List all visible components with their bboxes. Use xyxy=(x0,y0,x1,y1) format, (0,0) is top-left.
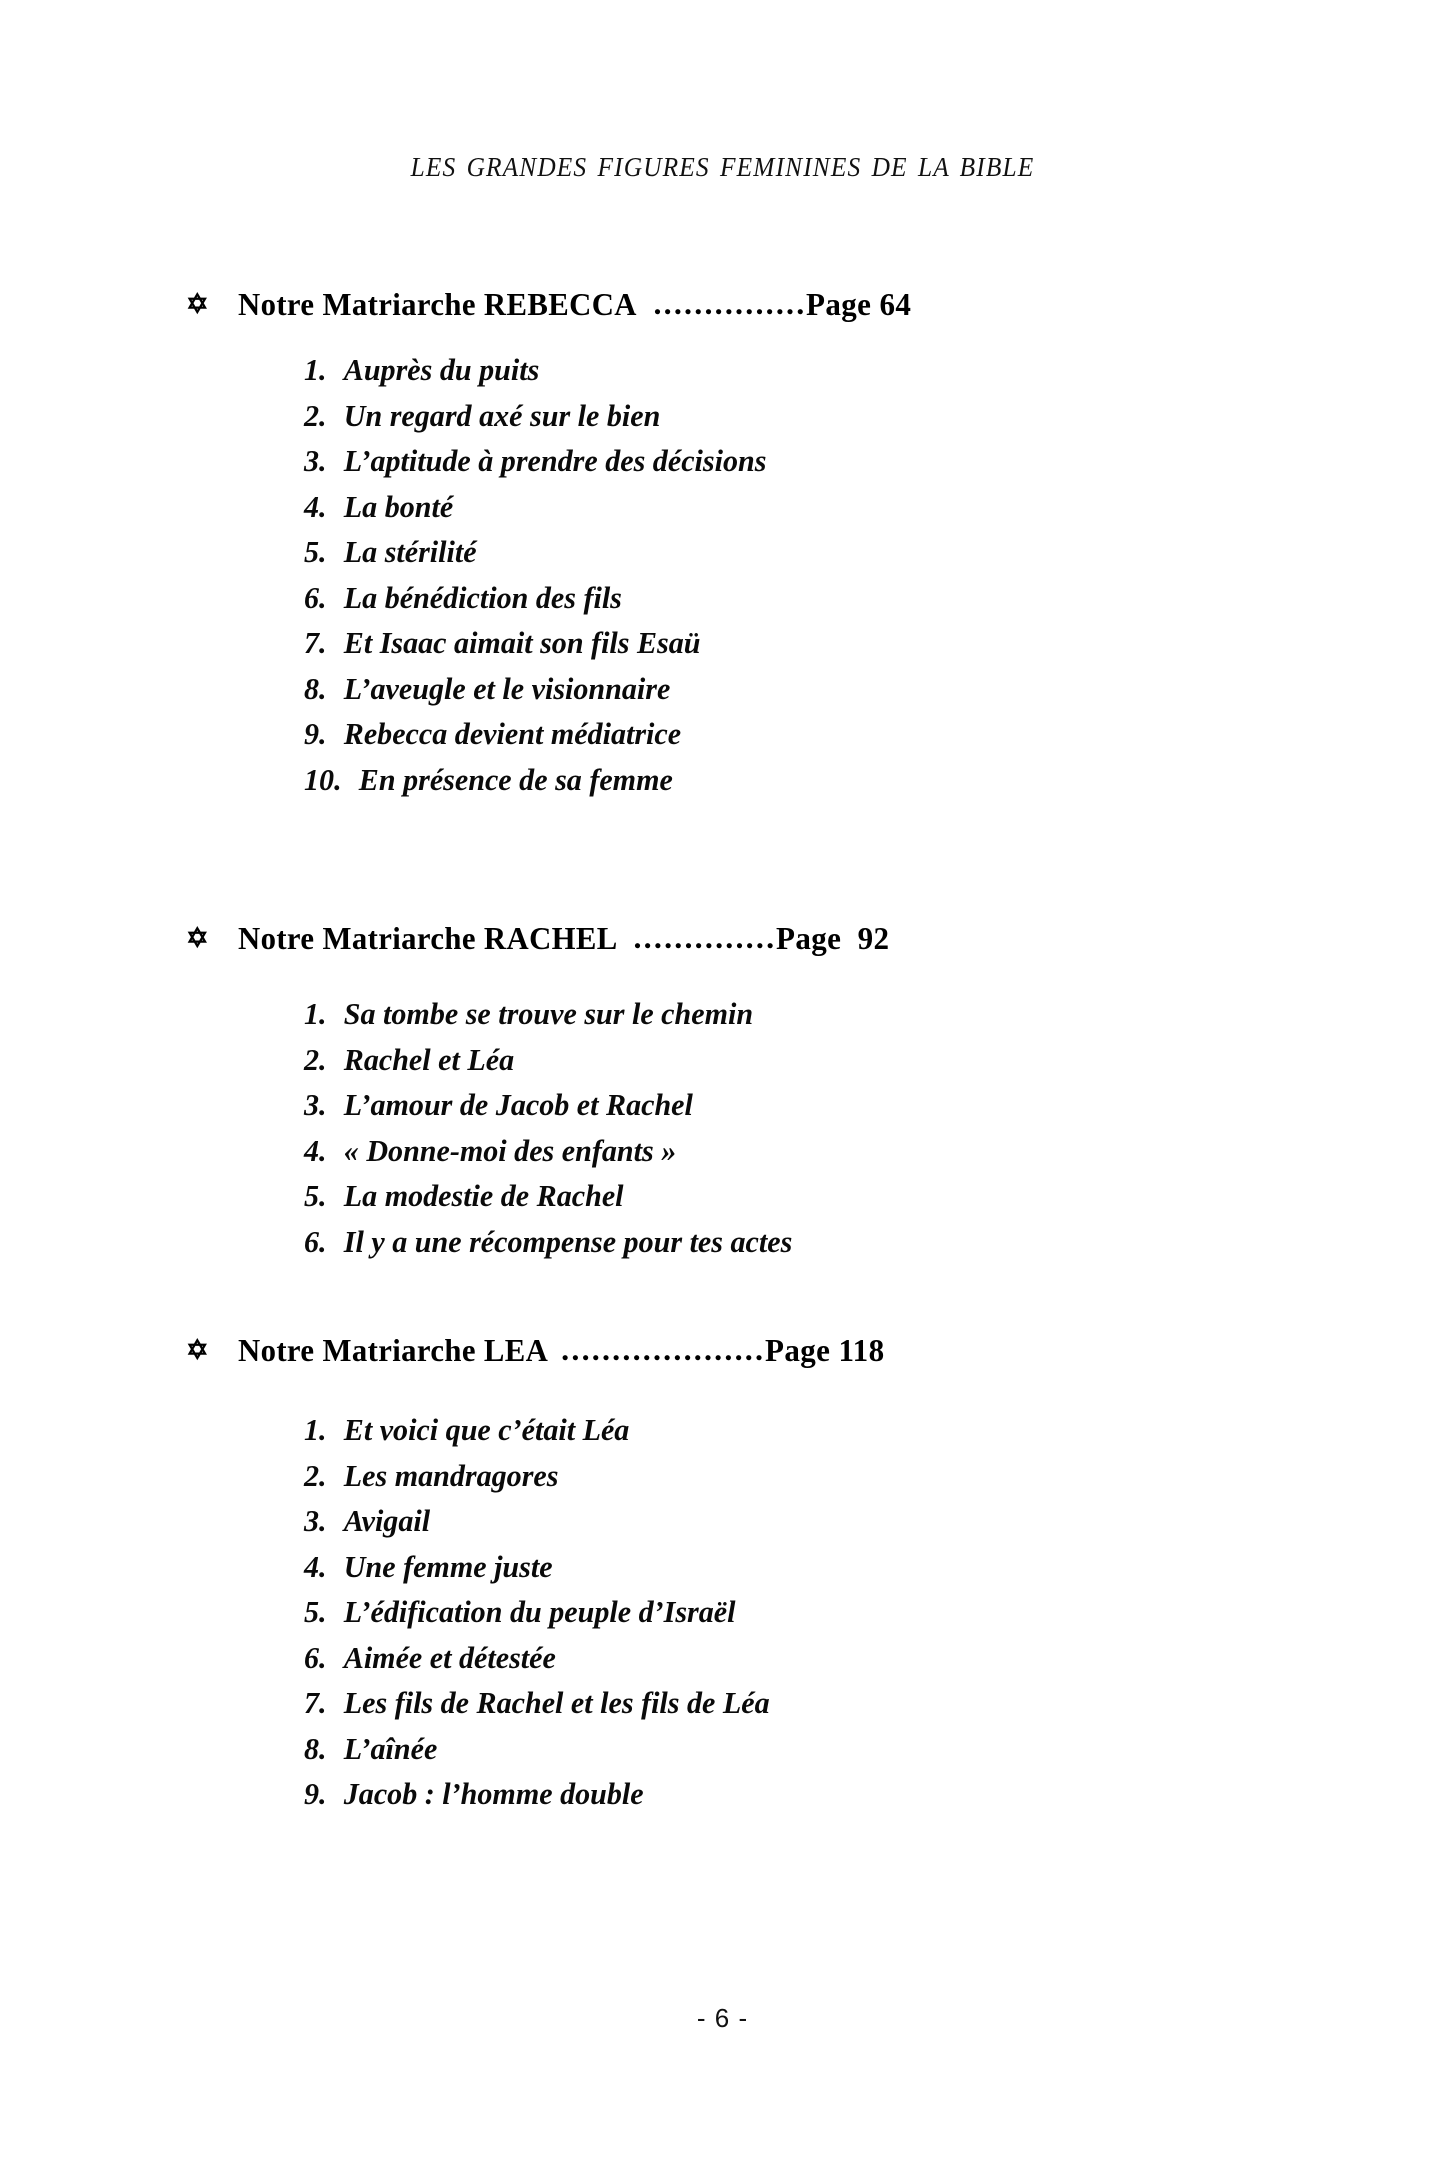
item-number: 10. xyxy=(304,761,342,797)
item-label: La modestie de Rachel xyxy=(343,1178,624,1213)
toc-item[interactable] xyxy=(304,991,1237,1037)
item-number: 3. xyxy=(304,443,327,478)
toc-item[interactable] xyxy=(304,620,1237,666)
toc-heading-rachel[interactable] xyxy=(186,920,1266,957)
item-label: L’édification du peuple d’Israël xyxy=(343,1594,736,1629)
item-number: 4. xyxy=(304,1132,327,1168)
toc-item[interactable] xyxy=(304,484,1237,530)
item-label: Et Isaac aimait son fils Esaü xyxy=(343,625,701,660)
item-number: 3. xyxy=(304,1087,327,1122)
dot-leader: .................... xyxy=(561,1331,766,1367)
toc-item[interactable] xyxy=(304,1635,1237,1681)
toc-heading-title: Notre Matriarche RACHEL xyxy=(238,920,618,956)
toc-item[interactable] xyxy=(304,575,1237,621)
item-number: 8. xyxy=(304,670,327,706)
toc-heading-title: Notre Matriarche LEA xyxy=(238,1332,549,1368)
toc-item[interactable] xyxy=(304,1407,1237,1453)
toc-item[interactable] xyxy=(304,1128,1237,1174)
dot-leader: .............. xyxy=(633,919,777,955)
item-number: 4. xyxy=(304,488,327,524)
toc-section-lea xyxy=(186,1332,1266,1817)
item-number: 6. xyxy=(304,579,327,615)
item-number: 3. xyxy=(304,1503,327,1538)
toc-item[interactable] xyxy=(304,1771,1237,1817)
item-label: Sa tombe se trouve sur le chemin xyxy=(343,996,754,1031)
item-number: 2. xyxy=(304,1457,327,1493)
page-folio: - 6 - xyxy=(696,2003,749,2033)
item-label: Aimée et détestée xyxy=(343,1639,556,1675)
item-number: 8. xyxy=(304,1730,327,1766)
item-number: 7. xyxy=(304,625,327,660)
item-label: Avigail xyxy=(343,1503,431,1538)
table-of-contents xyxy=(186,286,1266,1817)
item-number: 5. xyxy=(304,1178,327,1213)
item-label: Une femme juste xyxy=(343,1548,553,1584)
toc-item[interactable] xyxy=(304,757,1237,803)
toc-heading-lea[interactable] xyxy=(186,1332,1266,1369)
item-label: Rebecca devient médiatrice xyxy=(343,716,682,751)
item-number: 4. xyxy=(304,1548,327,1584)
toc-page-number: Page 118 xyxy=(765,1332,885,1368)
toc-item[interactable] xyxy=(304,1589,1237,1635)
toc-item[interactable] xyxy=(304,711,1237,757)
item-label: La stérilité xyxy=(343,534,477,569)
toc-item[interactable] xyxy=(304,438,1237,484)
toc-item[interactable] xyxy=(304,1037,1237,1083)
item-label: Il y a une récompense pour tes actes xyxy=(343,1223,793,1259)
toc-heading-rebecca[interactable] xyxy=(186,286,1266,323)
toc-item[interactable] xyxy=(304,1453,1237,1499)
toc-section-rebecca xyxy=(186,286,1266,802)
item-label: Les mandragores xyxy=(343,1457,559,1493)
item-label: La bonté xyxy=(343,488,454,524)
item-label: L’amour de Jacob et Rachel xyxy=(343,1087,693,1122)
toc-item[interactable] xyxy=(304,1726,1237,1772)
toc-item[interactable] xyxy=(304,1544,1237,1590)
item-label: L’aveugle et le visionnaire xyxy=(343,670,671,706)
toc-item-list-lea xyxy=(186,1407,1266,1817)
item-label: Les fils de Rachel et les fils de Léa xyxy=(343,1685,770,1720)
item-number: 2. xyxy=(304,1041,327,1077)
toc-item[interactable] xyxy=(304,666,1237,712)
item-label: En présence de sa femme xyxy=(358,761,673,797)
toc-page-number: Page 92 xyxy=(776,920,890,956)
item-number: 2. xyxy=(304,397,327,433)
toc-item[interactable] xyxy=(304,393,1237,439)
dot-leader: ............... xyxy=(653,285,807,321)
item-number: 1. xyxy=(304,352,327,387)
item-number: 6. xyxy=(304,1223,327,1259)
item-number: 6. xyxy=(304,1639,327,1675)
toc-item[interactable] xyxy=(304,1680,1237,1726)
toc-section-rachel xyxy=(186,920,1266,1264)
toc-page-number: Page 64 xyxy=(806,286,912,322)
toc-item[interactable] xyxy=(304,1082,1237,1128)
toc-item[interactable] xyxy=(304,1498,1237,1544)
item-label: L’aînée xyxy=(343,1730,438,1766)
item-label: La bénédiction des fils xyxy=(343,579,622,615)
star-of-david-icon: ✡ xyxy=(186,923,210,953)
item-number: 9. xyxy=(304,1776,327,1811)
item-number: 1. xyxy=(304,1412,327,1447)
toc-item[interactable] xyxy=(304,347,1237,393)
item-label: L’aptitude à prendre des décisions xyxy=(343,443,767,478)
item-label: Jacob : l’homme double xyxy=(343,1776,644,1811)
item-label: Auprès du puits xyxy=(343,352,540,387)
toc-item[interactable] xyxy=(304,1173,1237,1219)
toc-item-list-rachel xyxy=(186,991,1266,1264)
item-number: 1. xyxy=(304,996,327,1031)
item-number: 5. xyxy=(304,534,327,569)
item-label: Et voici que c’était Léa xyxy=(343,1412,630,1447)
toc-item[interactable] xyxy=(304,1219,1237,1265)
toc-item-list-rebecca xyxy=(186,347,1266,802)
toc-heading-title: Notre Matriarche REBECCA xyxy=(238,286,637,322)
running-head: LES GRANDES FIGURES FEMININES DE LA BIBLE xyxy=(410,152,1035,182)
item-number: 9. xyxy=(304,716,327,751)
star-of-david-icon: ✡ xyxy=(186,289,210,319)
item-label: « Donne-moi des enfants » xyxy=(343,1132,677,1168)
item-label: Rachel et Léa xyxy=(343,1041,515,1077)
item-number: 7. xyxy=(304,1685,327,1720)
star-of-david-icon: ✡ xyxy=(186,1335,210,1365)
item-number: 5. xyxy=(304,1594,327,1629)
toc-item[interactable] xyxy=(304,529,1237,575)
item-label: Un regard axé sur le bien xyxy=(343,397,661,433)
